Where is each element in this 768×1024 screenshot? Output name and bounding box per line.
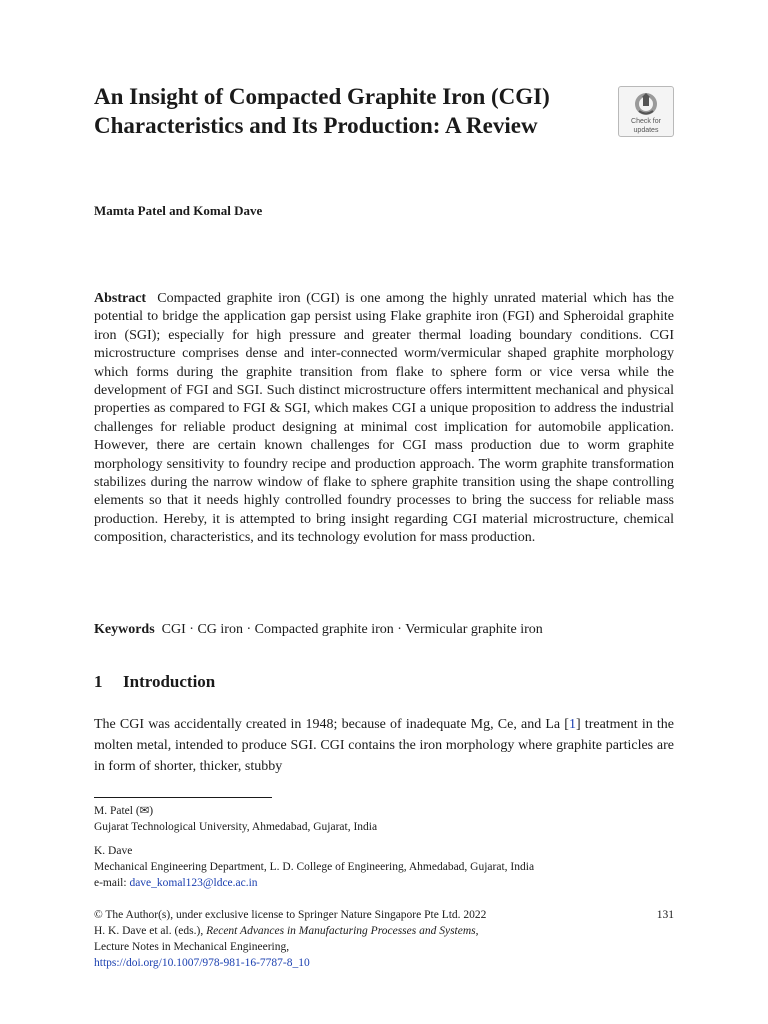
page-number: 131	[656, 909, 674, 921]
intro-text-2: ] treatment in the molten metal, intended to produce SGI. CGI contains the iron morphology where graphite particles are in form of shorter, thicker, stubby	[94, 717, 674, 774]
badge-line-1: Check for	[631, 118, 661, 125]
author1-footnote	[94, 803, 674, 835]
author-list: Mamta Patel and Komal Dave	[94, 203, 263, 218]
author1-affiliation: Gujarat Technological University, Ahmedabad, Gujarat, India	[94, 821, 378, 833]
book-title: Recent Advances in Manufacturing Processes and Systems	[206, 925, 476, 937]
section-heading	[94, 671, 215, 693]
check-for-updates-icon	[633, 91, 659, 117]
copyright-block	[94, 907, 674, 971]
abstract	[94, 290, 674, 548]
email-line	[94, 875, 674, 891]
email-link[interactable]: dave_komal123@ldce.ac.in	[129, 877, 258, 889]
citation-line	[94, 923, 674, 939]
badge-line-2: updates	[633, 127, 659, 134]
citation-link[interactable]: 1	[568, 717, 576, 732]
author2-footnote	[94, 843, 674, 891]
keywords-text: CGI · CG iron · Compacted graphite iron · Vermicular graphite iron	[161, 622, 543, 637]
section-title: Introduction	[123, 672, 216, 691]
doi-link[interactable]: https://doi.org/10.1007/978-981-16-7787-8_10	[94, 957, 310, 969]
check-for-updates-badge[interactable]	[618, 86, 674, 137]
footnote-divider	[94, 797, 272, 798]
abstract-label: Abstract	[94, 291, 147, 306]
editors: H. K. Dave et al. (eds.),	[94, 925, 204, 937]
citation-comma: ,	[475, 925, 479, 937]
keywords-label: Keywords	[94, 622, 155, 637]
email-label: e-mail:	[94, 877, 127, 889]
section-number: 1	[94, 672, 103, 691]
intro-text-1: The CGI was accidentally created in 1948; because of inadequate Mg, Ce, and La [	[94, 717, 569, 732]
abstract-text: Compacted graphite iron (CGI) is one among the highly unrated material which has the potential to bridge the application gap persist using Flake graphite iron (FGI) and Spheroidal graphite iron (SGI); especially for high pressure and greater thermal loading boundary conditions. CGI microstructure comprises dense and inter-connected worm/vermicular shaped graphite morphology which forms during the graphite transition from flake to sphere form or vice versa while the development of FGI and SGI. Such distinct microstructure offers intermittent mechanical and physical properties as compared to FGI & SGI, which makes CGI a unique proposition to address the industrial challenges for reliable product designing at minimal cost implication for automobile application. However, there are certain known challenges for CGI mass production due to worm graphite morphology sensitivity to foundry recipe and production approach. The worm graphite transformation stabilizes during the narrow window of flake to sphere graphite transition using the shape controlling elements so that it needs highly controlled foundry processes to bring the success for reliable mass production. Hereby, it is attempted to bring insight regarding CGI material microstructure, chemical composition, characteristics, and its technology evolution for mass production.	[94, 291, 674, 546]
footnotes	[94, 803, 674, 899]
paper-title: An Insight of Compacted Graphite Iron (CGI) Characteristics and Its Production: A Review	[94, 84, 550, 138]
keywords	[94, 621, 543, 639]
intro-paragraph	[94, 714, 674, 777]
copyright-line: © The Author(s), under exclusive license to Springer Nature Singapore Pte Ltd. 2022	[94, 909, 487, 921]
series-line: Lecture Notes in Mechanical Engineering,	[94, 941, 290, 953]
author2-name: K. Dave	[94, 845, 133, 857]
author2-affiliation: Mechanical Engineering Department, L. D. College of Engineering, Ahmedabad, Gujarat, India	[94, 861, 535, 873]
author1-name: M. Patel (✉)	[94, 805, 154, 817]
